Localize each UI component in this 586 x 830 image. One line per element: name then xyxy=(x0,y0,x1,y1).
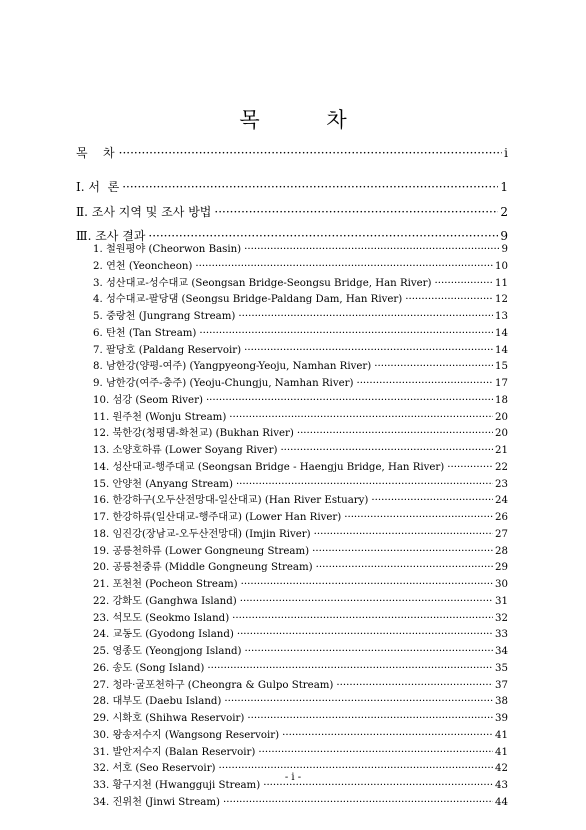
toc-item-page: 20 xyxy=(495,428,508,440)
toc-item-label: 3. 성산대교-성수대교 (Seongsan Bridge-Seongsu Bridge, Han River) xyxy=(93,277,432,289)
toc-item-label: 5. 중랑천 (Jungrang Stream) xyxy=(93,311,236,322)
toc-item-entry[interactable] xyxy=(93,491,508,506)
toc-item-label: 11. 원주천 (Wonju Stream) xyxy=(93,411,227,423)
dot-leader xyxy=(312,546,493,557)
toc-section-page: 2 xyxy=(500,205,508,219)
toc-item-label: 7. 팔당호 (Paldang Reservoir) xyxy=(93,344,242,356)
toc-item-entry[interactable] xyxy=(93,408,508,423)
toc-item-entry[interactable] xyxy=(93,424,508,439)
toc-item-page: 35 xyxy=(495,662,508,674)
toc-item-page: 22 xyxy=(495,461,508,473)
toc-item-label: 18. 임진강(장남교-오두산전망대) (Imjin River) xyxy=(93,528,311,540)
toc-item-page: 44 xyxy=(495,796,508,808)
toc-item-entry[interactable] xyxy=(93,609,508,624)
dot-leader xyxy=(374,361,493,372)
toc-item-page: 24 xyxy=(495,495,508,507)
dot-leader xyxy=(122,180,498,194)
toc-item-entry[interactable] xyxy=(93,692,508,707)
toc-item-label: 4. 성수대교-팔당댐 (Seongsu Bridge-Paldang Dam, Han River) xyxy=(93,294,403,306)
dot-leader xyxy=(316,562,493,573)
toc-item-page: 9 xyxy=(501,244,508,255)
toc-section-entry[interactable] xyxy=(76,203,508,220)
dot-leader xyxy=(229,412,493,423)
dot-leader xyxy=(405,294,493,305)
toc-entry-contents[interactable] xyxy=(76,144,508,161)
toc-section-page: 1 xyxy=(500,180,508,194)
toc-item-page: 29 xyxy=(495,562,508,574)
toc-item-entry[interactable] xyxy=(93,307,508,322)
dot-leader xyxy=(435,278,494,289)
toc-item-label: 22. 강화도 (Ganghwa Island) xyxy=(93,595,237,607)
toc-item-label: 2. 연천 (Yeoncheon) xyxy=(93,260,193,272)
toc-item-page: 38 xyxy=(495,696,508,708)
toc-item-page: 43 xyxy=(495,780,508,791)
page-number-footer: - i - xyxy=(284,772,302,783)
dot-leader xyxy=(223,797,493,808)
toc-item-label: 33. 황구지천 (Hwangguji Stream) xyxy=(93,780,261,791)
dot-leader xyxy=(297,428,493,439)
toc-entry-label: 목 차 xyxy=(76,146,116,160)
toc-item-page: 12 xyxy=(495,294,508,306)
dot-leader xyxy=(282,730,493,741)
toc-item-entry[interactable] xyxy=(93,525,508,540)
toc-item-entry[interactable] xyxy=(93,709,508,724)
toc-item-label: 17. 한강하류(일산대교-행주대교) (Lower Han River) xyxy=(93,512,342,523)
toc-item-page: 33 xyxy=(495,629,508,641)
toc-item-label: 25. 영종도 (Yeongjong Island) xyxy=(93,646,242,657)
dot-leader xyxy=(224,696,493,707)
toc-item-page: 23 xyxy=(495,478,508,490)
toc-item-label: 16. 한강하구(오두산전망대-일산대교) (Han River Estuary) xyxy=(93,495,369,507)
toc-item-entry[interactable] xyxy=(93,324,508,339)
toc-item-label: 29. 시화호 (Shihwa Reservoir) xyxy=(93,713,245,724)
dot-leader xyxy=(232,613,493,624)
toc-item-entry[interactable] xyxy=(93,659,508,674)
dot-leader xyxy=(447,462,493,473)
toc-section-label: Ⅲ. 조사 결과 xyxy=(76,229,146,243)
toc-item-label: 14. 성산대교-행주대교 (Seongsan Bridge - Haengju Bridge, Han River) xyxy=(93,461,445,473)
dot-leader xyxy=(195,261,493,272)
dot-leader xyxy=(280,445,493,456)
toc-item-page: 34 xyxy=(495,646,508,657)
toc-item-entry[interactable] xyxy=(93,575,508,590)
dot-leader xyxy=(237,629,493,640)
toc-item-page: 31 xyxy=(495,595,508,607)
toc-item-label: 28. 대부도 (Daebu Island) xyxy=(93,696,222,708)
dot-leader xyxy=(240,596,493,607)
toc-item-label: 20. 공릉천중류 (Middle Gongneung Stream) xyxy=(93,562,313,574)
toc-item-page: 41 xyxy=(495,746,508,758)
dot-leader xyxy=(241,579,493,590)
toc-item-entry[interactable] xyxy=(93,357,508,372)
toc-item-entry[interactable] xyxy=(93,726,508,741)
toc-item-page: 27 xyxy=(495,528,508,540)
toc-section-entry[interactable] xyxy=(76,178,508,195)
toc-item-page: 11 xyxy=(495,277,508,289)
dot-leader xyxy=(336,680,493,691)
toc-item-entry[interactable] xyxy=(93,625,508,640)
toc-item-label: 8. 남한강(양평-여주) (Yangpyeong-Yeoju, Namhan River) xyxy=(93,361,372,373)
toc-item-page: 15 xyxy=(495,361,508,373)
dot-leader xyxy=(207,663,493,674)
toc-item-entry[interactable] xyxy=(93,793,508,808)
dot-leader xyxy=(206,395,493,406)
toc-item-entry[interactable] xyxy=(93,290,508,305)
toc-item-label: 24. 교동도 (Gyodong Island) xyxy=(93,629,234,641)
dot-leader xyxy=(236,479,493,490)
toc-section-label: Ⅱ. 조사 지역 및 조사 방법 xyxy=(76,205,212,219)
toc-item-page: 28 xyxy=(495,545,508,557)
dot-leader xyxy=(258,747,493,758)
toc-item-label: 23. 석모도 (Seokmo Island) xyxy=(93,612,230,624)
toc-item-label: 13. 소양호하류 (Lower Soyang River) xyxy=(93,445,278,456)
toc-item-label: 27. 청라·굴포천하구 (Cheongra & Gulpo Stream) xyxy=(93,679,334,691)
toc-item-label: 31. 발안저수지 (Balan Reservoir) xyxy=(93,746,256,758)
dot-leader xyxy=(214,205,498,219)
toc-item-label: 12. 북한강(청평댐-화천교) (Bukhan River) xyxy=(93,428,294,440)
toc-item-page: 14 xyxy=(495,327,508,339)
toc-item-page: 13 xyxy=(495,311,508,322)
dot-leader xyxy=(356,378,493,389)
toc-item-page: 21 xyxy=(495,445,508,456)
toc-item-page: 30 xyxy=(495,579,508,590)
dot-leader xyxy=(244,345,493,356)
toc-entry-page: i xyxy=(504,146,508,160)
toc-item-page: 26 xyxy=(495,512,508,523)
toc-item-entry[interactable] xyxy=(93,542,508,557)
toc-item-entry[interactable] xyxy=(93,374,508,389)
page-title: 목 차 xyxy=(239,108,377,132)
toc-item-entry[interactable] xyxy=(93,642,508,657)
dot-leader xyxy=(119,146,503,160)
toc-item-page: 20 xyxy=(495,411,508,423)
dot-leader xyxy=(344,512,493,523)
toc-item-label: 32. 서호 (Seo Reservoir) xyxy=(93,763,216,775)
toc-item-label: 34. 진위천 (Jinwi Stream) xyxy=(93,796,220,808)
toc-item-page: 17 xyxy=(495,378,508,389)
toc-item-label: 30. 왕송저수지 (Wangsong Reservoir) xyxy=(93,729,280,741)
dot-leader xyxy=(238,311,493,322)
toc-item-entry[interactable] xyxy=(93,475,508,490)
dot-leader xyxy=(244,244,499,255)
toc-item-page: 39 xyxy=(495,713,508,724)
toc-item-page: 37 xyxy=(495,679,508,691)
toc-item-label: 10. 섬강 (Seom River) xyxy=(93,394,203,406)
toc-item-entry[interactable] xyxy=(93,743,508,758)
toc-item-label: 26. 송도 (Song Island) xyxy=(93,662,205,674)
toc-item-label: 6. 탄천 (Tan Stream) xyxy=(93,327,197,339)
toc-item-label: 9. 남한강(여주-충주) (Yeoju-Chungju, Namhan River) xyxy=(93,378,354,389)
toc-item-entry[interactable] xyxy=(93,257,508,272)
toc-item-entry[interactable] xyxy=(93,676,508,691)
toc-item-page: 42 xyxy=(495,763,508,775)
dot-leader xyxy=(199,328,493,339)
toc-item-entry[interactable] xyxy=(93,592,508,607)
toc-item-page: 10 xyxy=(495,260,508,272)
toc-item-entry[interactable] xyxy=(93,508,508,523)
toc-item-page: 18 xyxy=(495,394,508,406)
toc-item-entry[interactable] xyxy=(93,441,508,456)
dot-leader xyxy=(247,713,493,724)
toc-item-entry[interactable] xyxy=(93,458,508,473)
toc-item-entry[interactable] xyxy=(93,558,508,573)
toc-item-label: 19. 공릉천하류 (Lower Gongneung Stream) xyxy=(93,545,310,557)
toc-item-entry[interactable] xyxy=(93,240,508,255)
toc-item-page: 32 xyxy=(495,612,508,624)
toc-item-page: 14 xyxy=(495,344,508,356)
toc-section-page: 9 xyxy=(500,229,508,243)
dot-leader xyxy=(314,529,493,540)
toc-item-label: 21. 포천천 (Pocheon Stream) xyxy=(93,579,238,590)
toc-item-entry[interactable] xyxy=(93,341,508,356)
dot-leader xyxy=(245,646,494,657)
toc-item-label: 1. 철원평야 (Cheorwon Basin) xyxy=(93,244,242,255)
toc-item-entry[interactable] xyxy=(93,274,508,289)
toc-item-page: 41 xyxy=(495,729,508,741)
toc-item-entry[interactable] xyxy=(93,391,508,406)
dot-leader xyxy=(371,495,493,506)
toc-section-label: Ⅰ. 서 론 xyxy=(76,180,120,194)
toc-item-label: 15. 안양천 (Anyang Stream) xyxy=(93,478,233,490)
